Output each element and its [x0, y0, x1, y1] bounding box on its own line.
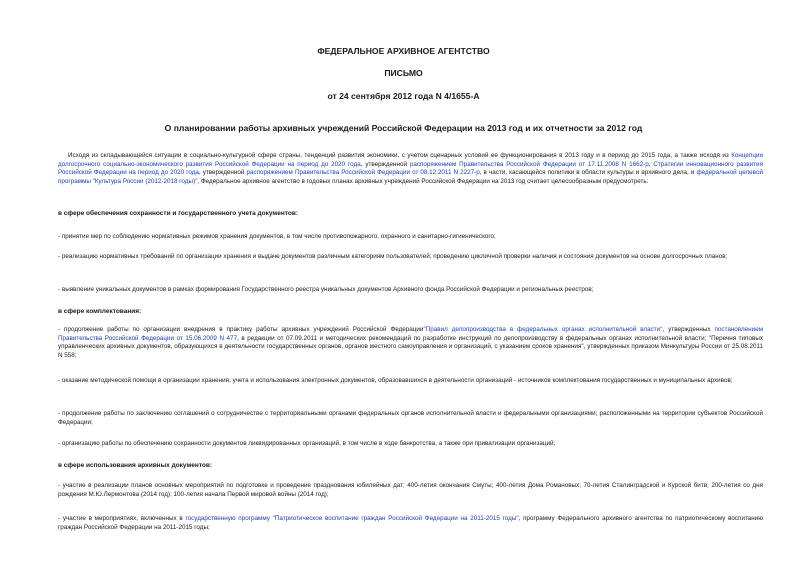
- document-type: ПИСЬМО: [384, 68, 423, 78]
- item-text-1: - продолжение работы по организации внедрения в практику работы архивных учреждений Российской Федерации: [58, 326, 424, 333]
- intro-text-3: ,: [648, 160, 654, 168]
- list-item: - оказание методической помощи в организации хранения, учета и использования электронных документов, образовавшихся в деятельности организаций - источников комплектования государственных и муниципальных архивов;: [58, 377, 733, 384]
- intro-text-1: Исходя из складывающейся ситуации в социально-культурной сфере страны, тенденций развития экономики, с учетом сценарных условий ее функционирования в 2013 году и в период до 2015 года, а также исходя из: [68, 152, 732, 159]
- section-heading-acquisition: в сфере комплектования:: [58, 308, 142, 315]
- list-item: - организацию работы по обеспечению сохранности документов ликвидированных организаций, в том числе в ходе банкротства, а также при приватизации организаций;: [58, 440, 556, 447]
- item-text-3: , в редакции от 07.09.2011 и методических рекомендаций по разработке инструкций по делопроизводству в федеральных органах исполнительной власти; "Перечня типовых управленческих архивных документов, образующихся в деятельности государственных органов, органов местного самоуправления и организаций, с указанием сроков хранения", утвержденных приказом Минкультуры России от 25.08.2011 N 558;: [58, 334, 763, 360]
- intro-text-5: , в части, касающейся политики в области культуры и архивного дела, и: [479, 169, 697, 177]
- agency-name: ФЕДЕРАЛЬНОЕ АРХИВНОЕ АГЕНТСТВО: [317, 46, 490, 56]
- list-item: - принятие мер по соблюдению нормативных режимов хранения документов, в том числе противопожарного, охранного и санитарно-гигиенического;: [58, 233, 496, 240]
- intro-text-2: , утвержденной: [360, 160, 410, 168]
- item-text-1: - участие в мероприятиях, включенных в: [58, 515, 186, 522]
- intro-text-6: , Федеральное архивное агентство в годовых планах архивных учреждений Российской Федерации на 2013 год считает целесообразным предусмотреть:: [197, 178, 649, 186]
- intro-text-4: , утвержденной: [198, 169, 247, 177]
- list-item: - продолжение работы по заключению соглашений о сотрудничестве с территориальными органами федеральных органов исполнительной власти и федеральными организациями; расположенными на территории субъектов Российской Федерации;: [58, 410, 763, 426]
- link-order-2227r[interactable]: распоряжением Правительства Российской Федерации от 08.12.2011 N 2227-р: [246, 169, 480, 177]
- link-order-1662r[interactable]: распоряжением Правительства Российской Федерации от 17.11.2008 N 1662-р: [409, 160, 649, 168]
- link-culture-program[interactable]: федеральной целевой программы "Культура России (2012-2018 годы)": [58, 169, 763, 186]
- item-text-2: , программу Федерального архивного агентства по патриотическому воспитанию граждан Российской Федерации на 2011-2015 годы;: [58, 515, 763, 531]
- link-records-rules[interactable]: "Правил делопроизводства в федеральных органах исполнительной власти": [423, 326, 663, 333]
- document-title: О планировании работы архивных учреждений Российской Федерации на 2013 год и их отчетности за 2012 год: [164, 123, 643, 133]
- list-item: - выявление уникальных документов в рамках формирования Государственного реестра уникальных документов Архивного фонда Российской Федерации и региональных реестров;: [58, 286, 594, 293]
- link-patriotic-program[interactable]: государственную программу "Патриотическое воспитание граждан Российской Федерации на 2011-2015 годы": [185, 515, 519, 522]
- section-heading-preservation: в сфере обеспечения сохранности и государственного учета документов:: [58, 210, 299, 217]
- item-text-2: , утвержденных: [662, 326, 715, 333]
- list-item: - участие в реализации планов основных мероприятий по подготовке и проведение празднования юбилейных дат; 400-летия окончания Смуты; 400-летия Дома Романовых; 70-летия Сталинградской и Курской битв; 200-летия со дня рождения М.Ю.Лермонтова (2014 год); 100-летия начала Первой мировой войны (2014 год);: [58, 482, 763, 498]
- list-item: [58, 326, 763, 361]
- link-innovation-strategy[interactable]: Стратегии инновационного развития Российской Федерации на период до 2020 года: [58, 160, 763, 177]
- link-concept-2020[interactable]: Концепции долгосрочного социально-экономического развития Российской Федерации на период до 2020 года: [58, 152, 763, 168]
- section-heading-use: в сфере использования архивных документов:: [58, 462, 213, 469]
- list-item: [58, 515, 763, 532]
- list-item: - реализацию нормативных требований по организации хранения и выдаче документов различным категориям пользователей; проведению цикличной проверки наличия и состояния документов на основе долгосрочных планов;: [58, 253, 728, 260]
- document-date: от 24 сентября 2012 года N 4/1655-А: [327, 91, 480, 101]
- link-resolution-477[interactable]: постановлением Правительства Российской Федерации от 15.06.2009 N 477: [58, 326, 764, 342]
- intro-paragraph: [58, 152, 763, 187]
